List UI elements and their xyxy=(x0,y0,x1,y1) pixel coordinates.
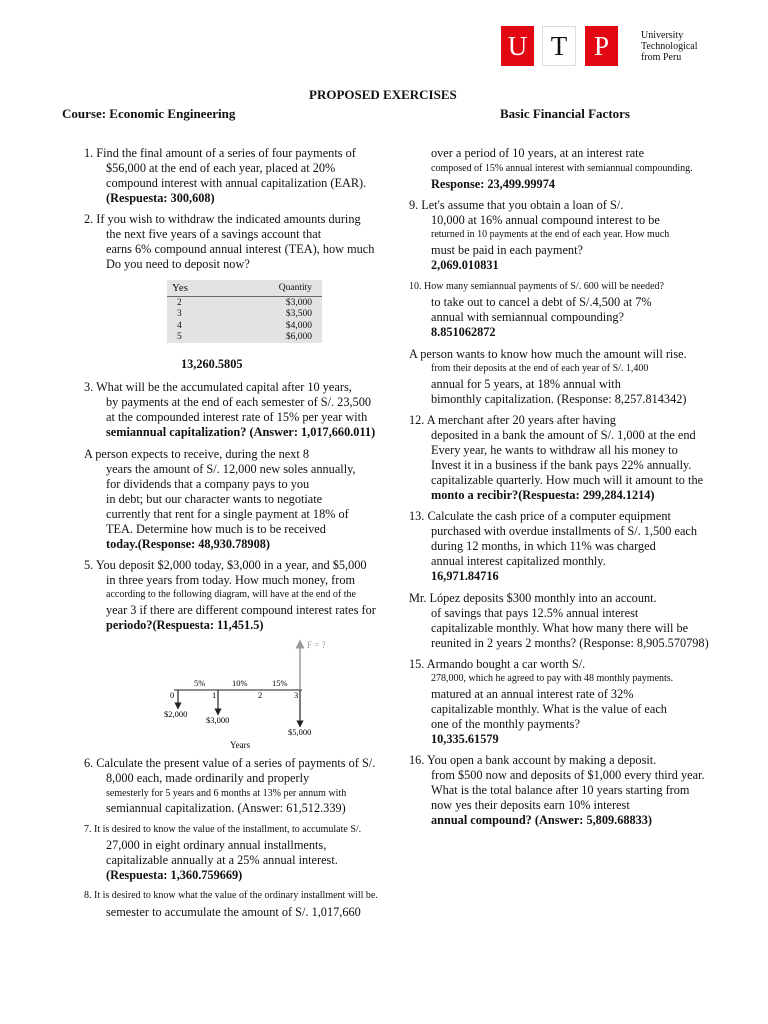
deposit-label-0: $2,000 xyxy=(164,709,188,719)
period-label-0: 0 xyxy=(170,690,175,700)
right-text-line: purchased with overdue installments of S/. 1,500 each xyxy=(431,524,698,538)
left-text-line: 5. You deposit $2,000 today, $3,000 in a year, and $5,000 xyxy=(84,558,367,572)
left-text-line: A person expects to receive, during the next 8 xyxy=(84,447,310,461)
right-text-line: during 12 months, in which 11% was charged xyxy=(431,539,656,553)
table-row: 3 $3,500 xyxy=(177,309,312,320)
rate-label-3: 15% xyxy=(272,678,288,688)
left-text-line: at the compounded interest rate of 15% per year with xyxy=(106,410,368,424)
right-text-line: now yes their deposits earn 10% interest xyxy=(431,798,630,812)
table-row: 5 $6,000 xyxy=(177,332,312,343)
right-text-line: A person wants to know how much the amount will rise. xyxy=(409,347,687,361)
left-text-line: (Respuesta: 300,608) xyxy=(106,191,215,205)
left-text-line: semiannual capitalization. (Answer: 61,512.339) xyxy=(106,801,346,815)
right-text-line: 13. Calculate the cash price of a computer equipment xyxy=(409,509,671,523)
logo-line-1: University xyxy=(641,30,684,41)
future-value-label: F = ? xyxy=(307,640,326,650)
right-text-line: annual with semiannual compounding? xyxy=(431,310,624,324)
right-text-line: What is the total balance after 10 years starting from xyxy=(431,783,690,797)
left-text-line: semiannual capitalization? (Answer: 1,017,660.011) xyxy=(106,425,376,439)
rate-label-1: 5% xyxy=(194,678,206,688)
left-text-line: in three years from today. How much money, from xyxy=(106,573,356,587)
deposit-label-3: $5,000 xyxy=(288,727,312,737)
left-text-line: capitalizable annually at a 25% annual interest. xyxy=(106,853,338,867)
left-text-line: currently that rent for a single payment at 18% of xyxy=(106,507,349,521)
left-text-line: (Respuesta: 1,360.759669) xyxy=(106,868,243,882)
deposit-label-1: $3,000 xyxy=(206,715,230,725)
right-text-line: Mr. López deposits $300 monthly into an account. xyxy=(409,591,657,605)
left-text-line: according to the following diagram, will have at the end of the xyxy=(106,589,356,600)
left-text-line: the next five years of a savings account that xyxy=(106,227,322,241)
table-header-quantity: Quantity xyxy=(278,283,312,293)
rate-label-2: 10% xyxy=(232,678,248,688)
period-label-2: 2 xyxy=(258,690,263,700)
left-text-line: 8,000 each, made ordinarily and properly xyxy=(106,771,310,785)
cash-flow-diagram xyxy=(160,636,340,752)
axis-label-years: Years xyxy=(230,740,251,750)
left-text-line: 7. It is desired to know the value of the installment, to accumulate S/. xyxy=(84,824,362,835)
right-text-line: of savings that pays 12.5% annual interest xyxy=(431,606,639,620)
right-text-line: annual for 5 years, at 18% annual with xyxy=(431,377,621,391)
left-text-line: earns 6% compound annual interest (TEA), how much xyxy=(106,242,375,256)
logo-line-3: from Peru xyxy=(641,52,682,63)
page-title: PROPOSED EXERCISES xyxy=(309,87,457,102)
table-row: 2 $3,000 xyxy=(177,297,312,308)
logo-letter-u: U xyxy=(501,26,534,66)
course-name: Course: Economic Engineering xyxy=(62,106,236,121)
right-text-line: 10,335.61579 xyxy=(431,732,499,746)
right-text-line: returned in 10 payments at the end of each year. How much xyxy=(431,229,670,240)
right-text-line: must be paid in each payment? xyxy=(431,243,583,257)
logo-letter-t: T xyxy=(542,26,576,66)
right-text-line: capitalizable monthly. What is the value of each xyxy=(431,702,667,716)
left-text-line: compound interest with annual capitalization (EAR). xyxy=(106,176,367,190)
right-text-line: Response: 23,499.99974 xyxy=(431,177,555,191)
right-text-line: 9. Let's assume that you obtain a loan of S/. xyxy=(409,198,624,212)
logo-line-2: Technological xyxy=(641,41,698,52)
left-text-line: periodo?(Respuesta: 11,451.5) xyxy=(106,618,264,632)
right-text-line: capitalizable quarterly. How much will it amount to the xyxy=(431,473,704,487)
left-text-line: TEA. Determine how much is to be received xyxy=(106,522,326,536)
left-text-line: 1. Find the final amount of a series of four payments of xyxy=(84,146,356,160)
right-text-line: from their deposits at the end of each year of S/. 1,400 xyxy=(431,363,649,374)
left-text-line: today.(Response: 48,930.78908) xyxy=(106,537,270,551)
right-text-line: 10,000 at 16% annual compound interest to be xyxy=(431,213,660,227)
period-label-1: 1 xyxy=(212,690,217,700)
left-text-line: for dividends that a company pays to you xyxy=(106,477,310,491)
right-text-line: 278,000, which he agreed to pay with 48 monthly payments. xyxy=(431,673,674,684)
table-row: 4 $4,000 xyxy=(177,320,312,331)
left-text-line: 13,260.5805 xyxy=(181,357,243,371)
right-text-line: 8.851062872 xyxy=(431,325,496,339)
left-text-line: years the amount of S/. 12,000 new soles annually, xyxy=(106,462,356,476)
right-text-line: 12. A merchant after 20 years after having xyxy=(409,413,616,427)
left-text-line: 6. Calculate the present value of a series of payments of S/. xyxy=(84,756,376,770)
topic-name: Basic Financial Factors xyxy=(500,106,630,121)
left-text-line: $56,000 at the end of each year, placed at 20% xyxy=(106,161,336,175)
right-text-line: Invest it in a business if the bank pays 22% annually. xyxy=(431,458,692,472)
right-text-line: composed of 15% annual interest with semiannual compounding. xyxy=(431,163,693,174)
right-text-line: to take out to cancel a debt of S/.4,500 at 7% xyxy=(431,295,652,309)
withdrawal-table xyxy=(167,280,322,343)
right-text-line: from $500 now and deposits of $1,000 every third year. xyxy=(431,768,705,782)
left-text-line: in debt; but our character wants to negotiate xyxy=(106,492,323,506)
left-text-line: by payments at the end of each semester of S/. 23,500 xyxy=(106,395,371,409)
right-text-line: 10. How many semiannual payments of S/. 600 will be needed? xyxy=(409,281,664,292)
right-text-line: annual interest capitalized monthly. xyxy=(431,554,606,568)
left-text-line: Do you need to deposit now? xyxy=(106,257,250,271)
right-text-line: 15. Armando bought a car worth S/. xyxy=(409,657,586,671)
right-text-line: deposited in a bank the amount of S/. 1,000 at the end xyxy=(431,428,696,442)
table-header-year: Yes xyxy=(172,282,189,294)
right-text-line: over a period of 10 years, at an interest rate xyxy=(431,146,645,160)
left-text-line: semester to accumulate the amount of S/. 1,017,660 xyxy=(106,905,361,919)
logo-letter-p: P xyxy=(585,26,618,66)
right-text-line: annual compound? (Answer: 5,809.68833) xyxy=(431,813,653,827)
right-text-line: monto a recibir?(Respuesta: 299,284.1214) xyxy=(431,488,655,502)
right-text-line: 16,971.84716 xyxy=(431,569,499,583)
right-text-line: matured at an annual interest rate of 32% xyxy=(431,687,634,701)
left-text-line: 3. What will be the accumulated capital after 10 years, xyxy=(84,380,352,394)
right-text-line: capitalizable monthly. What how many there will be xyxy=(431,621,689,635)
right-text-line: bimonthly capitalization. (Response: 8,257.814342) xyxy=(431,392,687,406)
left-text-line: year 3 if there are different compound interest rates for xyxy=(106,603,376,617)
period-label-3: 3 xyxy=(294,690,299,700)
left-text-line: 27,000 in eight ordinary annual installments, xyxy=(106,838,327,852)
right-text-line: reunited in 2 years 2 months? (Response: 8,905.570798) xyxy=(431,636,709,650)
right-text-line: one of the monthly payments? xyxy=(431,717,580,731)
left-text-line: semesterly for 5 years and 6 months at 13% per annum with xyxy=(106,788,347,799)
left-text-line: 2. If you wish to withdraw the indicated amounts during xyxy=(84,212,361,226)
right-text-line: 2,069.010831 xyxy=(431,258,499,272)
right-text-line: Every year, he wants to withdraw all his money to xyxy=(431,443,678,457)
left-text-line: 8. It is desired to know what the value of the ordinary installment will be. xyxy=(84,890,378,901)
right-text-line: 16. You open a bank account by making a deposit. xyxy=(409,753,657,767)
